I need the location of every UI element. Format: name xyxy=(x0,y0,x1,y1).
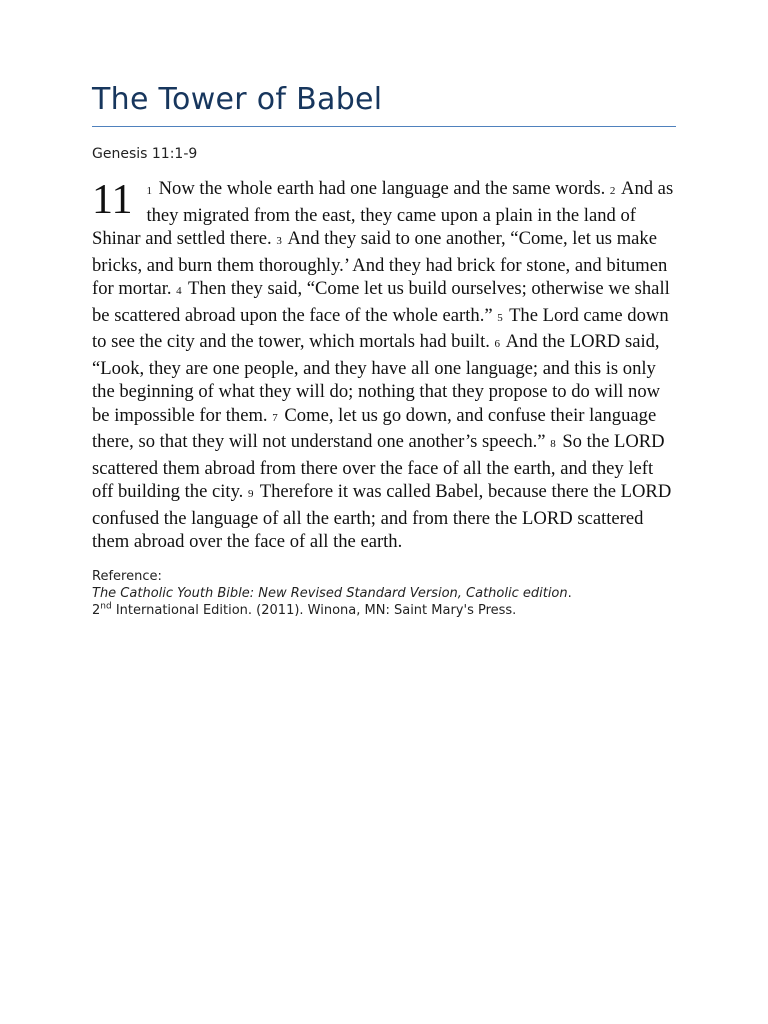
verse-text: And as they migrated from the east, they came upon a plain in the land of Shinar and settled there. xyxy=(92,178,674,249)
reference-label: Reference: xyxy=(92,568,162,584)
verse-text: And they said to one another, “Come, let us make bricks, and burn them thoroughly.’ And they had brick for stone, and bitumen for mortar. xyxy=(92,228,668,299)
verse-text: And the LORD said, “Look, they are one people, and they have all one language; and this is only the beginning of what they will do; nothing that they propose to do will now be impossible for them. xyxy=(92,331,661,426)
reference-book-title: The Catholic Youth Bible: New Revised Standard Version, Catholic edition xyxy=(92,585,568,601)
verse-text: Therefore it was called Babel, because there the LORD confused the language of all the earth; and from there the LORD scattered them abroad over the face of all the earth. xyxy=(92,481,672,552)
reference-title-period: . xyxy=(567,585,572,601)
passage-reference: Genesis 11:1-9 xyxy=(92,146,198,162)
edition-details: International Edition. (2011). Winona, MN: Saint Mary's Press. xyxy=(111,602,517,618)
page-title: The Tower of Babel xyxy=(92,82,383,117)
verse-number: 4 xyxy=(176,285,182,297)
edition-suffix: nd xyxy=(100,601,112,612)
title-divider xyxy=(92,126,676,127)
verse-number: 3 xyxy=(276,235,282,247)
verse-text: Then they said, “Come let us build ourselves; otherwise we shall be scattered abroad upon the face of the whole earth.” xyxy=(92,278,670,326)
reference-block xyxy=(92,568,676,619)
verse-number: 7 xyxy=(272,411,278,424)
reference-edition xyxy=(92,602,676,619)
verse-number: 2 xyxy=(609,185,616,197)
verses-container xyxy=(92,178,673,552)
verse-number: 5 xyxy=(497,311,503,324)
chapter-number: 11 xyxy=(92,177,133,223)
verse-number: 1 xyxy=(146,185,152,197)
edition-number: 2 xyxy=(92,602,101,618)
verse-number: 6 xyxy=(494,338,501,350)
scripture-passage xyxy=(92,177,676,554)
verse-text: The Lord came down to see the city and the tower, which mortals had built. xyxy=(92,304,669,352)
verse-text: So the LORD scattered them abroad from there over the face of all the earth, and they left off building the city. xyxy=(92,431,665,502)
verse xyxy=(146,178,609,199)
verse-number: 9 xyxy=(247,488,254,500)
verse-number: 8 xyxy=(550,438,556,450)
reference-citation xyxy=(92,585,676,602)
verse-text: Come, let us go down, and confuse their language there, so that they will not understand one another’s speech.” xyxy=(92,404,657,452)
verse-text: Now the whole earth had one language and the same words. xyxy=(158,178,606,199)
